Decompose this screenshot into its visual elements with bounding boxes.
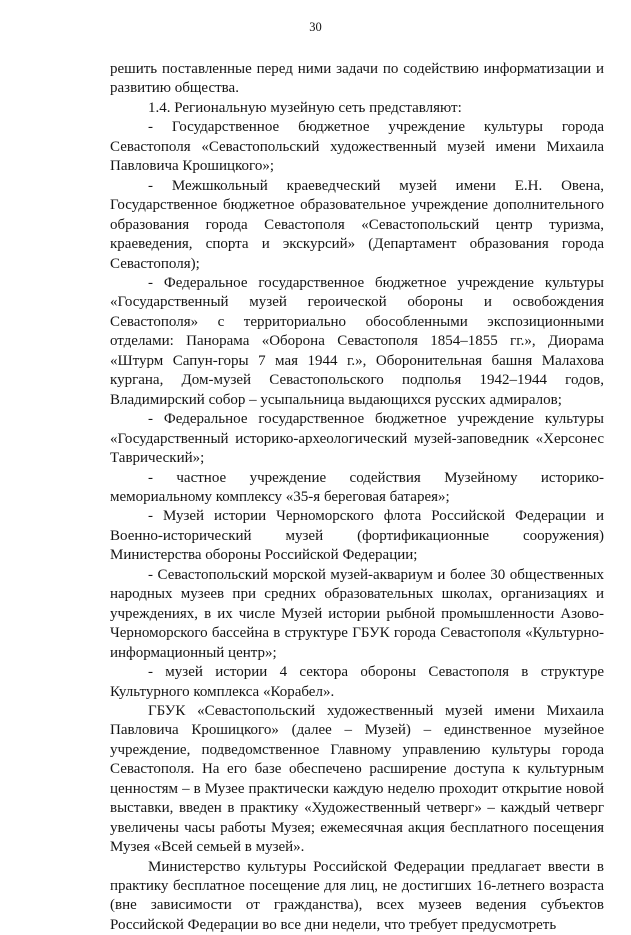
list-item: - Межшкольный краеведческий музей имени Е.Н. Овена, Государственное бюджетное образовательное учреждение дополнительного образования города Севастополя «Севастопольский центр туризма, краеведения, спорта и экскурсий» (Департамент образования города Севастополя); xyxy=(110,177,604,272)
document-body xyxy=(110,60,604,935)
list-item: - Государственное бюджетное учреждение культуры города Севастополя «Севастопольский художественный музей имени Михаила Павловича Крошицкого»; xyxy=(110,119,604,175)
list-item: - Музей истории Черноморского флота Российской Федерации и Военно-исторический музей (фортификационные сооружения) Министерства обороны Российской Федерации; xyxy=(110,508,604,564)
paragraph: 1.4. Региональную музейную сеть представляют: xyxy=(148,99,462,116)
list-item: - Севастопольский морской музей-аквариум и более 30 общественных народных музеев при средних образовательных школах, организациях и учреждениях, в их числе Музей истории рыбной промышленности Азово-Черноморского бассейна в структуре ГБУК города Севастополя «Культурно-информационный центр»; xyxy=(110,566,604,661)
list-item: - Федеральное государственное бюджетное учреждение культуры «Государственный историко-археологический музей-заповедник «Херсонес Таврический»; xyxy=(110,411,604,467)
paragraph: решить поставленные перед ними задачи по содействию информатизации и развитию общества. xyxy=(110,61,604,97)
page-number: 30 xyxy=(309,20,322,34)
list-item: - музей истории 4 сектора обороны Севастополя в структуре Культурного комплекса «Корабел». xyxy=(110,664,604,700)
paragraph: ГБУК «Севастопольский художественный музей имени Михаила Павловича Крошицкого» (далее – Музей) – единственное музейное учреждение, подведомственное Главному управлению культуры города Севастополя. На его базе обеспечено расширение доступа к культурным ценностям – в Музее практически каждую неделю проходит открытие новой выставки, введен в практику «Художественный четверг» – каждый четверг увеличены часы работы Музея; ежемесячная акция бесплатного посещения Музея «Всей семьей в музей». xyxy=(110,702,604,856)
list-item: - частное учреждение содействия Музейному историко-мемориальному комплексу «35-я береговая батарея»; xyxy=(110,469,604,505)
paragraph: Министерство культуры Российской Федерации предлагает ввести в практику бесплатное посещение для лиц, не достигших 16-летнего возраста (вне зависимости от гражданства), всех музеев ведения субъектов Российской Федерации во все дни недели, что требует предусмотреть xyxy=(110,858,604,933)
list-item: - Федеральное государственное бюджетное учреждение культуры «Государственный музей героической обороны и освобождения Севастополя» с территориально обособленными экспозиционными отделами: Панорама «Оборона Севастополя 1854–1855 гг.», Диорама «Штурм Сапун-горы 7 мая 1944 г.», Оборонительная башня Малахова кургана, Дом-музей Севастопольского подполья 1942–1944 годов, Владимирский собор – усыпальница выдающихся русских адмиралов; xyxy=(110,274,604,408)
